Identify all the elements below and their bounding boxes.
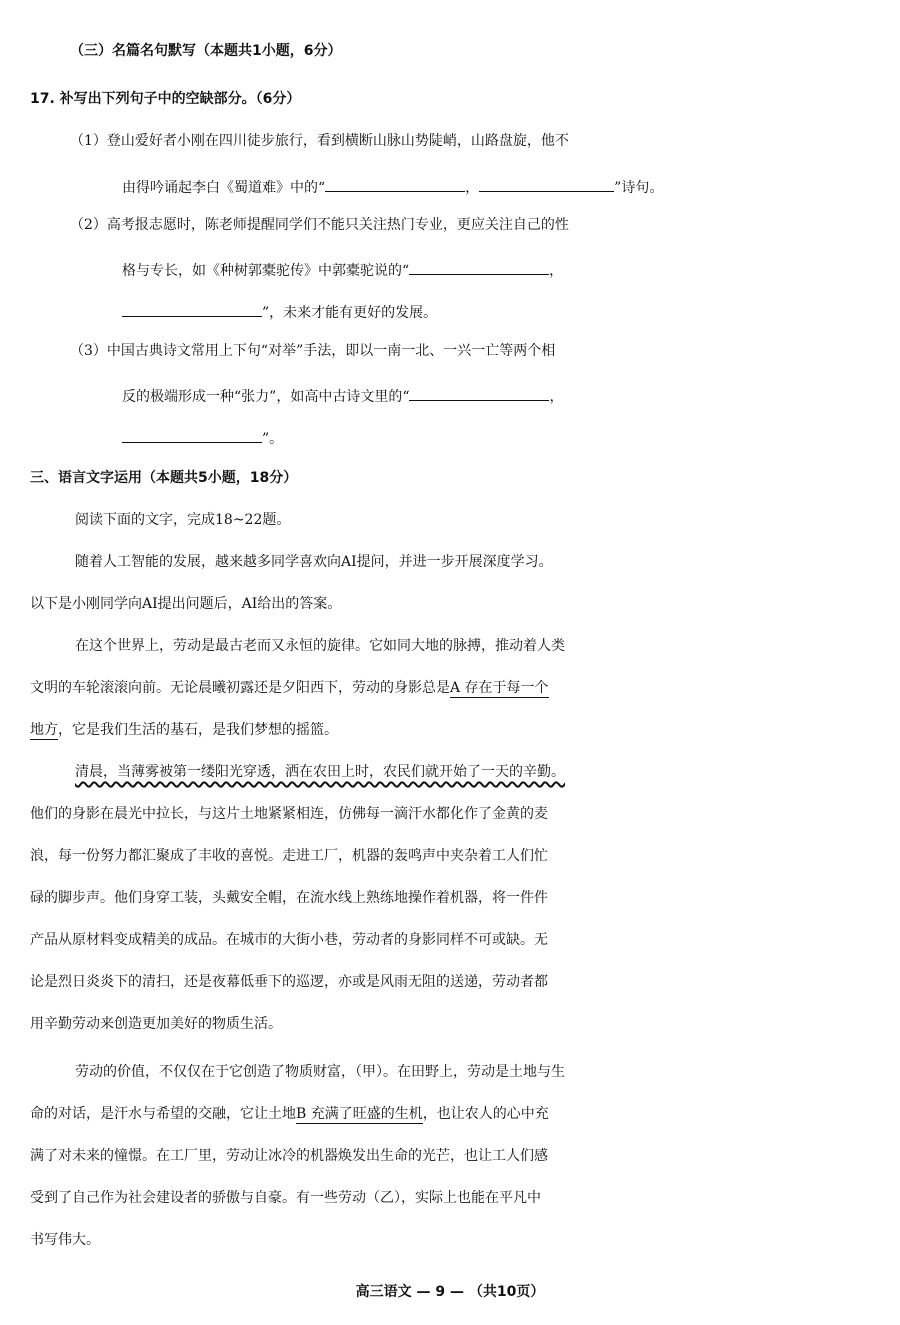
underlined-phrase-b: B 充满了旺盛的生机	[296, 1106, 423, 1122]
paragraph-4-line-3: 满了对未来的憧憬。在工厂里，劳动让冰冷的机器焕发出生命的光芒，也让工人们感	[30, 1148, 548, 1164]
q17-2-comma: ，	[549, 263, 564, 279]
q17-2-line-1: （2）高考报志愿时，陈老师提醒同学们不能只关注热门专业，更应关注自己的性	[70, 217, 569, 233]
q17-1-blank-1[interactable]	[325, 169, 465, 192]
wavy-underlined-sentence: 清晨，当薄雾被第一缕阳光穿透，洒在农田上时，农民们就开始了一天的辛勤。	[75, 764, 565, 780]
section-heading-famous-lines: （三）名篇名句默写（本题共1小题，6分）	[70, 43, 342, 59]
paragraph-3-line-7: 用辛勤劳动来创造更加美好的物质生活。	[30, 1016, 282, 1032]
paragraph-1-line-1: 随着人工智能的发展，越来越多同学喜欢向AI提问，并进一步开展深度学习。	[75, 554, 553, 570]
q17-1-text-after: ”诗句。	[614, 180, 664, 196]
part-3-heading: 三、语言文字运用（本题共5小题，18分）	[30, 470, 298, 486]
q17-3-comma: ，	[549, 389, 564, 405]
q17-3-blank-2[interactable]	[122, 420, 262, 443]
question-17-prompt: 17. 补写出下列句子中的空缺部分。（6分）	[30, 91, 301, 107]
paragraph-3-line-2: 他们的身影在晨光中拉长，与这片土地紧紧相连，仿佛每一滴汗水都化作了金黄的麦	[30, 806, 548, 822]
paragraph-4-line-5: 书写伟大。	[30, 1232, 100, 1248]
paragraph-3-line-4: 碌的脚步声。他们身穿工装，头戴安全帽，在流水线上熟练地操作着机器，将一件件	[30, 890, 548, 906]
underlined-phrase-a: A 存在于每一个	[450, 680, 549, 696]
paragraph-4-text-cont: ，也让农人的心中充	[422, 1106, 549, 1122]
q17-1-comma: ，	[465, 180, 480, 196]
q17-3-line-2	[122, 378, 900, 412]
paragraph-2-line-3	[30, 715, 900, 745]
paragraph-4-line-2	[30, 1099, 900, 1129]
paragraph-2-text: 文明的车轮滚滚向前。无论晨曦初露还是夕阳西下，劳动的身影总是	[30, 680, 450, 696]
paragraph-1-line-2: 以下是小刚同学向AI提出问题后，AI给出的答案。	[30, 596, 342, 612]
q17-3-text-after: ”。	[262, 431, 284, 447]
q17-2-text-after: ”，未来才能有更好的发展。	[262, 305, 438, 321]
q17-3-line-3	[122, 420, 900, 454]
underlined-phrase-a-end: 地方	[30, 722, 58, 738]
q17-2-line-3	[122, 294, 900, 328]
paragraph-3-line-1	[75, 757, 900, 787]
paragraph-3-line-3: 浪，每一份努力都汇聚成了丰收的喜悦。走进工厂，机器的轰鸣声中夹杂着工人们忙	[30, 848, 548, 864]
q17-1-text-before: 由得吟诵起李白《蜀道难》中的“	[122, 180, 326, 196]
paragraph-4-line-4: 受到了自己作为社会建设者的骄傲与自豪。有一些劳动（乙），实际上也能在平凡中	[30, 1190, 541, 1206]
q17-1-line-1: （1）登山爱好者小刚在四川徒步旅行，看到横断山脉山势陡峭，山路盘旋，他不	[70, 133, 569, 149]
reading-instruction: 阅读下面的文字，完成18~22题。	[75, 512, 291, 528]
q17-2-text-before: 格与专长，如《种树郭橐驼传》中郭橐驼说的“	[122, 263, 410, 279]
paragraph-2-text-end: ，它是我们生活的基石，是我们梦想的摇篮。	[58, 722, 338, 738]
paragraph-2-line-1: 在这个世界上，劳动是最古老而又永恒的旋律。它如同大地的脉搏，推动着人类	[75, 638, 565, 654]
q17-2-blank-2[interactable]	[122, 294, 262, 317]
paragraph-4-text: 命的对话，是汗水与希望的交融，它让土地	[30, 1106, 296, 1122]
paragraph-3-line-5: 产品从原材料变成精美的成品。在城市的大街小巷，劳动者的身影同样不可或缺。无	[30, 932, 548, 948]
q17-3-line-1: （3）中国古典诗文常用上下句“对举”手法，即以一南一北、一兴一亡等两个相	[70, 343, 556, 359]
q17-2-blank-1[interactable]	[409, 252, 549, 275]
paragraph-4-line-1: 劳动的价值，不仅仅在于它创造了物质财富，（甲）。在田野上，劳动是土地与生	[75, 1064, 565, 1080]
q17-2-line-2	[122, 252, 900, 286]
q17-3-blank-1[interactable]	[409, 378, 549, 401]
paragraph-2-line-2	[30, 673, 900, 703]
q17-3-text-before: 反的极端形成一种“张力”，如高中古诗文里的“	[122, 389, 410, 405]
q17-1-blank-2[interactable]	[479, 169, 614, 192]
q17-1-line-2	[122, 169, 900, 203]
page-footer: 高三语文 — 9 — （共10页）	[355, 1284, 545, 1300]
paragraph-3-line-6: 论是烈日炎炎下的清扫，还是夜幕低垂下的巡逻，亦或是风雨无阻的送递，劳动者都	[30, 974, 548, 990]
